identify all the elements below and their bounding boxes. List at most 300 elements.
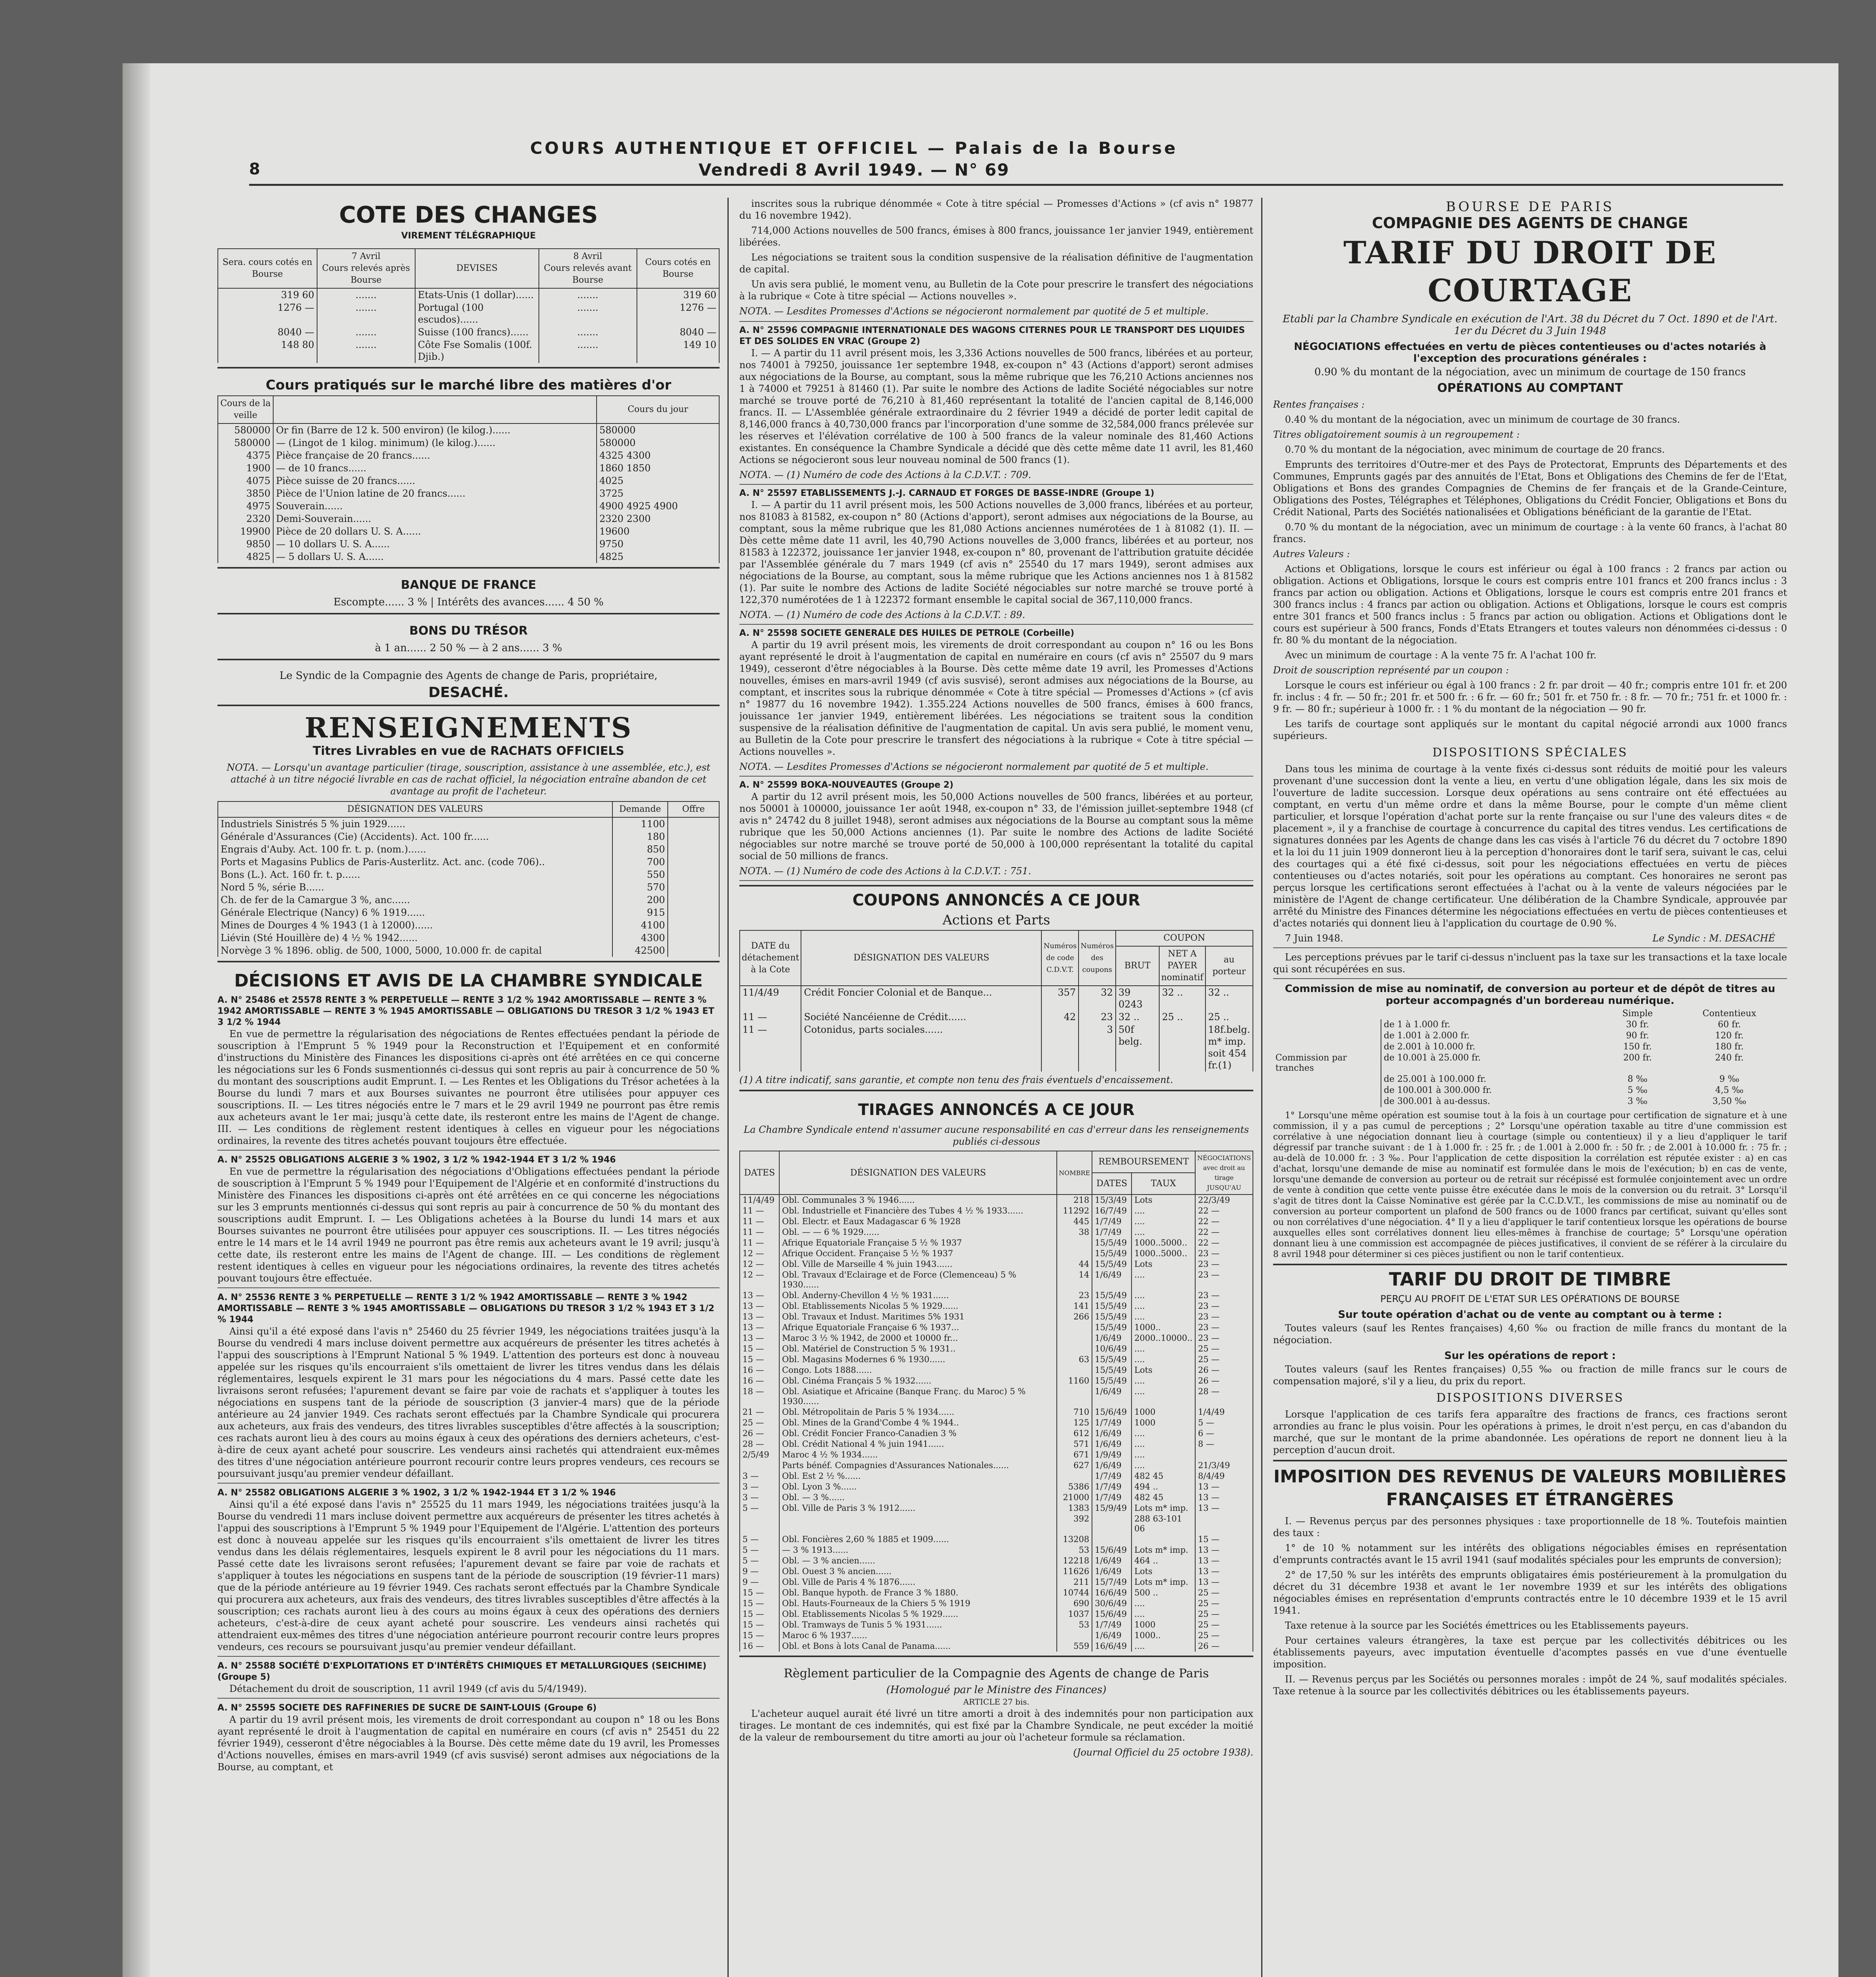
tirages-cell: 16/7/49 — [1092, 1206, 1132, 1216]
table-row — [218, 437, 719, 449]
tirages-cell: 28 — — [740, 1439, 779, 1450]
commission-contentieux: 4,5 ‰ — [1715, 1085, 1744, 1095]
changes-cell: ....... — [317, 326, 415, 338]
timbre-h2: Sur les opérations de report : — [1444, 1350, 1616, 1362]
commission-head: Commission de mise au nominatif, de conversion au porteur et de dépôt de titres au porteur accompagnés d'un bordereau numérique. — [1285, 983, 1776, 1007]
rens-cell: Générale d'Assurances (Cie) (Accidents). Act. 100 fr...... — [218, 830, 612, 843]
tirages-cell — [1132, 1534, 1195, 1545]
rens-cell — [668, 919, 719, 932]
rens-cell: Nord 5 %, série B...... — [218, 881, 612, 894]
rens-cell: Ch. de fer de la Camargue 3 %, anc...... — [218, 894, 612, 906]
rens-cell: Ports et Magasins Publics de Paris-Austerlitz. Act. anc. (code 706).. — [218, 856, 612, 868]
changes-cell: ....... — [539, 326, 637, 338]
tirages-cell: 15/5/49 — [1092, 1290, 1132, 1301]
tirages-cell: 22 — — [1195, 1227, 1253, 1238]
table-row — [740, 1023, 1253, 1072]
coupons-cell: 23 — [1079, 1011, 1116, 1023]
bourse-de-paris: BOURSE DE PARIS — [1445, 199, 1615, 215]
tirages-cell: 8/4/49 — [1195, 1471, 1253, 1482]
timbre-t2: Toutes valeurs (sauf les Rentes françaises) 0,55 ‰ ou fraction de mille francs sur le cours de compensation majoré, s'il y a lieu, du prix du report. — [1273, 1364, 1787, 1387]
tirages-cell: Lots — [1132, 1365, 1195, 1376]
tirages-cell: Maroc 4 ½ % 1934...... — [779, 1450, 1057, 1460]
comptant-paragraph: Lorsque le cours est inférieur ou égal à 100 francs : 2 fr. par droit — 40 fr.; compris entre 101 fr. et 200 fr. inclus : 4 fr. — 50 fr.; 201 fr. et 500 fr. : 6 fr. — 60 fr.; 501 fr. et 750 fr. : 8 fr. — 70 fr.; 751 fr. et 1000 fr. : 9 fr. — 80 fr.; supérieur à 1000 fr. : 1 % du montant de la négociation — 90 fr. — [1273, 680, 1787, 714]
rens-cell: 4300 — [612, 932, 668, 944]
notice-rule — [739, 484, 1253, 485]
decision-text: En vue de permettre la régularisation des négociations de Rentes effectuées pendant la période de souscription à l'Emprunt 5 % 1949 pour la Reconstruction et l'Equipement et en conformité d'instructions du Ministère des Finances les dispositions ci-après ont été arrêtées en ce qui concerne les négociations sur les 6 Fonds susmentionnés ci-dessus qui sont repris au pair à concurrence de 50 % du montant des souscriptions audit Emprunt. I. — Les Rentes et les Obligations du Trésor achetées à la Bourse du lundi 7 mars et aux Bourses suivantes ne pourront être utilisées pour appuyer ces souscriptions. II. — Les titres négociés entre le 7 mars et le 29 avril 1949 ne pourront pas être remis aux acheteurs avant le 1er mai; jusqu'à cette date, ils resteront entre les mains de l'Agent de change. III. — Les conditions de règlement restent identiques à celles en vigueur pour les négociations ordinaires, la revente des titres achetés pouvant toujours être effectuée. — [217, 1028, 720, 1146]
page-number: 8 — [249, 160, 260, 178]
tirages-cell: Obl. Ouest 3 % ancien...... — [779, 1566, 1057, 1577]
table-row — [740, 1577, 1253, 1588]
tirages-cell: Obl. Ville de Paris 4 % 1876...... — [779, 1577, 1057, 1588]
column-3 — [1273, 198, 1787, 1977]
changes-head-prev: Sera. cours cotés en Bourse — [218, 249, 317, 288]
newspaper-page — [123, 63, 1838, 1977]
coupons-cell: Société Nancéienne de Crédit...... — [801, 1011, 1041, 1023]
comptant-paragraph: Droit de souscription représenté par un coupon : — [1273, 665, 1509, 676]
tirages-cell: 3 — — [740, 1482, 779, 1492]
notice-text: I. — A partir du 11 avril présent mois, les 500 Actions nouvelles de 3,000 francs, libérées et au porteur, nos 81083 à 81582, ex-coupon n° 80 (Actions d'apport), seront admises aux négociations de la Bourse, au comptant, sous la même rubrique que les 81,080 Actions anciennes numérotées de 1 à 81082 (1). II. — Dès cette même date 11 avril, les 40,790 Actions nouvelles de 3,000 francs, libérées et au porteur, nos 81583 à 122372, jouissance 1er janvier 1948, ex-coupon n° 80, provenant de l'attribution gratuite décidée par l'Assemblée générale du 7 mars 1949 (cf avis n° 25540 du 17 mars 1949), seront admises aux négociations de la Bourse, au comptant, sous la même rubrique que les Actions anciennes nos 1 à 81582 (1). Par suite le nombre des Actions de ladite Société négociables sur notre marché se trouve porté à 122,370 numérotées de 1 à 122372 formant ensemble le capital social de 367,110,000 francs. — [739, 499, 1253, 605]
table-row — [740, 986, 1253, 1011]
table-row — [218, 326, 719, 338]
masthead-line2: Vendredi 8 Avril 1949. — N° 69 — [698, 160, 1010, 180]
tarif-courtage-sub: Etabli par la Chambre Syndicale en exécution de l'Art. 38 du Décret du 7 Oct. 1890 et de l'Art. 1er du Décret du 3 Juin 1948 — [1283, 313, 1778, 337]
coupons-head-port: au porteur — [1205, 946, 1253, 986]
tirages-cell: 482 45 — [1132, 1471, 1195, 1482]
tirages-cell: 1/6/49 — [1092, 1386, 1132, 1407]
table-row — [740, 1428, 1253, 1439]
tirages-cell: 15/6/49 — [1092, 1407, 1132, 1418]
tirages-cell: 10744 — [1057, 1588, 1092, 1598]
tirages-cell: 571 — [1057, 1439, 1092, 1450]
tirages-cell — [1092, 1534, 1132, 1545]
coupons-cell: 42 — [1041, 1011, 1079, 1023]
tirages-cell: 612 — [1057, 1428, 1092, 1439]
table-row — [1273, 1053, 1787, 1074]
tirages-cell: 1000..5000.. — [1132, 1248, 1195, 1259]
commission-range: de 25.001 à 100.000 fr. — [1381, 1074, 1603, 1085]
tirages-cell: 125 — [1057, 1418, 1092, 1428]
tirages-cell: 25 — — [1195, 1598, 1253, 1609]
table-row — [218, 474, 719, 487]
table-row — [740, 1482, 1253, 1492]
tirages-cell: 13 — — [1195, 1566, 1253, 1577]
or-head-name — [273, 396, 597, 423]
coupons-head-coupon: COUPON — [1116, 930, 1253, 946]
top-paragraph: Un avis sera publié, le moment venu, au Bulletin de la Cote pour prescrire le transfert des négociations à la rubrique « Cote à titre spécial — Actions nouvelles ». — [739, 279, 1253, 302]
table-row — [740, 1216, 1253, 1227]
table-row — [740, 1609, 1253, 1620]
tirages-cell: .... — [1132, 1460, 1195, 1471]
table-row — [740, 1534, 1253, 1545]
tirages-cell: 11 — — [740, 1216, 779, 1227]
table-row — [740, 1354, 1253, 1365]
reglement-article: ARTICLE 27 bis. — [963, 1697, 1030, 1707]
tirages-cell: 23 — — [1195, 1290, 1253, 1301]
comptant-paragraph: Rentes françaises : — [1273, 399, 1365, 410]
tirages-cell: Obl. Travaux d'Eclairage et de Force (Clemenceau) 5 % 1930...... — [779, 1270, 1057, 1290]
tirages-cell — [740, 1460, 779, 1471]
tirages-cell: .... — [1132, 1290, 1195, 1301]
decision-rule — [217, 1698, 720, 1699]
tirages-cell: 22 — — [1195, 1206, 1253, 1216]
table-row — [740, 1630, 1253, 1641]
rens-cell — [668, 881, 719, 894]
table-row — [1273, 1030, 1787, 1041]
tirages-cell: 15/5/49 — [1092, 1322, 1132, 1333]
commission-simple: 150 fr. — [1623, 1042, 1652, 1052]
tirages-cell — [1057, 1344, 1092, 1354]
commission-contentieux: 3,50 ‰ — [1712, 1096, 1746, 1106]
tirages-cell: 15/5/49 — [1092, 1376, 1132, 1386]
tirages-cell: 13 — — [740, 1312, 779, 1322]
decision-rule — [217, 1483, 720, 1484]
coupons-head-des: DÉSIGNATION DES VALEURS — [801, 930, 1041, 986]
coupons-cell: 18f.belg. m* imp. soit 454 fr.(1) — [1205, 1023, 1253, 1072]
rens-cell — [668, 843, 719, 856]
tirages-cell: 13 — — [740, 1290, 779, 1301]
tirages-cell: 1000 — [1132, 1407, 1195, 1418]
tirages-cell: 1/7/49 — [1092, 1216, 1132, 1227]
tirages-cell: .... — [1132, 1450, 1195, 1460]
timbre-t1: Toutes valeurs (sauf les Rentes françaises) 4,60 ‰ ou fraction de mille francs du montant de la négociation. — [1273, 1323, 1787, 1346]
changes-cell: ....... — [317, 338, 415, 363]
tirages-table — [739, 1151, 1253, 1652]
tirages-cell: Obl. Communales 3 % 1946...... — [779, 1195, 1057, 1206]
changes-cell: 148 80 — [218, 338, 317, 363]
column-rule-1 — [727, 198, 729, 1977]
commission-range: de 1.001 à 2.000 fr. — [1381, 1030, 1603, 1041]
table-row — [740, 1514, 1253, 1534]
tirages-cell: 13 — — [740, 1301, 779, 1312]
notice-text: I. — A partir du 11 avril présent mois, les 3,336 Actions nouvelles de 500 francs, libérées et au porteur, nos 74001 à 79250, jouissance 1er septembre 1948, ex-coupon n° 43 (Actions d'apport) seront admises aux négociations de la Bourse, au comptant, sous la même rubrique que les 76,210 Actions anciennes nos 1 à 74000 et 79251 à 81460 (1). Par suite le nombre des Actions de ladite Société négociables sur notre marché se trouve porté de 76,210 à 81,460 représentant la totalité de l'ancien capital de 8,146,000 francs. II. — L'Assemblée générale extraordinaire du 2 février 1949 a décidé de porter ledit capital de 8,146,000 francs à 40,730,000 francs par l'incorporation d'une somme de 32,584,000 francs prélevée sur les réserves et l'élévation corrélative de 100 à 500 francs de la valeur nominale des 81,460 Actions existantes. En conséquence la Chambre Syndicale a décidé que dès cette même date 11 avril, les 81,460 Actions se négocieront sous leur nouveau nominal de 500 francs (1). — [739, 348, 1253, 465]
tirages-cell: Lots m* imp. — [1132, 1577, 1195, 1588]
tirages-cell: Afrique Occident. Française 5 ½ % 1937 — [779, 1248, 1057, 1259]
imposition-paragraph: Taxe retenue à la source par les Sociétés émettrices ou les Etablissements payeurs. — [1285, 1620, 1689, 1631]
decision-text: Ainsi qu'il a été exposé dans l'avis n° 25525 du 11 mars 1949, les négociations traitées jusqu'à la Bourse du vendredi 11 mars incluse doivent permettre aux acquéreurs de présenter les titres achetés à l'appui des souscriptions à l'Emprunt 5 % 1949 pour l'Equipement de l'Algérie. L'attention des porteurs est donc à nouveau appelée sur les risques qu'ils encourraient s'ils omettaient de livrer les titres vendus dans les délais réglementaires, lesquels expirent le 8 avril pour les négociations du 11 mars. Passé cette date les livraisons seront refusées; l'apurement devant se faire par voie de rachats et s'appliquer à toutes les négociations en suspens tant de la période de souscription (19 février-11 mars) que de la période antérieure au 19 février 1949. Ces rachats seront effectués par la Chambre Syndicale qui procurera aux acheteurs, aux frais des vendeurs, des titres livrables susceptibles d'être affectés à la souscription; ces rachats auront lieu à des cours au moins égaux à ceux des opérations des derniers acheteurs, c'est-à-dire de ceux ayant acheté pour souscrire. Les vendeurs ainsi rachetés qui attendraient eux-mêmes des titres d'une négociation antérieure pourront recourir contre leurs propres vendeurs, ces recours se poursuivant jusqu'au premier vendeur défaillant. — [217, 1499, 720, 1652]
tirages-cell: 1/6/49 — [1092, 1428, 1132, 1439]
changes-cell: Portugal (100 escudos)...... — [415, 301, 539, 326]
tirages-cell: Obl. Mines de la Grand'Combe 4 % 1944.. — [779, 1418, 1057, 1428]
or-cell: 1860 1850 — [597, 462, 719, 474]
tirages-cell: Obl. Ville de Marseille 4 % juin 1943...... — [779, 1259, 1057, 1270]
tirages-cell: 38 — [1057, 1227, 1092, 1238]
tirages-cell: 494 .. — [1132, 1482, 1195, 1492]
tirages-cell: 28 — — [1195, 1386, 1253, 1407]
tirages-cell: 5 — — [740, 1503, 779, 1514]
or-cell: 9850 — [218, 538, 273, 550]
changes-cell: ....... — [317, 301, 415, 326]
or-cell: 2320 — [218, 512, 273, 525]
tirages-cell — [1057, 1365, 1092, 1376]
coupons-note: (1) A titre indicatif, sans garantie, et compte non tenu des frais éventuels d'encaissement. — [739, 1074, 1173, 1085]
table-row — [218, 423, 719, 437]
reglement — [739, 1666, 1253, 1758]
tirages-cell: 288 63-101 06 — [1132, 1514, 1195, 1534]
bons-du-tresor — [217, 623, 720, 660]
tirages-cell: 15/5/49 — [1092, 1365, 1132, 1376]
or-cell: 4075 — [218, 474, 273, 487]
tirages-cell: 10/6/49 — [1092, 1344, 1132, 1354]
tirages-cell — [1057, 1471, 1092, 1482]
changes-cell: ....... — [317, 288, 415, 301]
tirages-cell: 13 — — [1195, 1482, 1253, 1492]
tirages-cell: 1/6/49 — [1092, 1460, 1132, 1471]
tirages-cell: Obl. Banque hypoth. de France 3 % 1880. — [779, 1588, 1057, 1598]
tirages-cell: Afrique Equatoriale Française 6 % 1937... — [779, 1322, 1057, 1333]
or-cell: 580000 — [597, 437, 719, 449]
commission-label — [1273, 1085, 1381, 1096]
column-1 — [217, 198, 720, 1977]
imposition-paragraph: Pour certaines valeurs étrangères, la taxe est perçue par les collectivités débitrices ou les établissements payeurs, avec imputation éventuelle d'acomptes passés en vue d'une éventuelle imposition. — [1273, 1635, 1787, 1670]
coupons-head-code: Numéros de code C.D.V.T. — [1041, 930, 1079, 986]
notice-text: A partir du 19 avril présent mois, les virements de droit correspondant au coupon n° 16 ou les Bons ayant représenté le droit à l'augmentation de capital en numéraire en cours (cf avis n° 25507 du 9 mars 1949), cesseront d'être négociables à la Bourse. Dès cette même date 19 avril, les Promesses d'Actions nouvelles, émises en mars-avril 1949 (cf avis susvisé), seront admises aux négociations de la Bourse, au comptant, et inscrites sous la rubrique dénommée « Cote à titre spécial — Promesses d'Actions » (cf avis n° 19877 du 16 novembre 1942). 1.355.224 Actions nouvelles de 500 francs, émises à 600 francs, jouissance 1er janvier 1949, entièrement libérées. Les négociations se traitent sous la condition suspensive de la réalisation définitive de l'augmentation de capital. Un avis sera publié, le moment venu, au Bulletin de la Cote pour prescrire le transfert des négociations à la rubrique « Cote à titre spécial — Actions nouvelles ». — [739, 639, 1253, 757]
changes-subtitle: VIREMENT TÉLÉGRAPHIQUE — [401, 231, 536, 241]
tirages-cell: 25 — — [1195, 1354, 1253, 1365]
tirages-cell: 44 — [1057, 1259, 1092, 1270]
tirages-cell: .... — [1132, 1206, 1195, 1216]
tirages-cell: 23 — — [1195, 1301, 1253, 1312]
comptant-paragraph: 0.70 % du montant de la négociation, avec minimum de courtage de 20 francs. — [1285, 444, 1665, 455]
tirages-cell: 1/7/49 — [1092, 1492, 1132, 1503]
tirages-cell: 13 — — [1195, 1545, 1253, 1556]
tirages-cell: .... — [1132, 1641, 1195, 1652]
timbre-title: TARIF DU DROIT DE TIMBRE — [1389, 1268, 1671, 1290]
rens-cell: Bons (L.). Act. 160 fr. t. p...... — [218, 868, 612, 881]
coupons-head-num: Numéros des coupons — [1079, 930, 1116, 986]
table-row — [740, 1598, 1253, 1609]
commission-contentieux: 240 fr. — [1715, 1053, 1744, 1063]
banque-line: Escompte...... 3 % | Intérêts des avances...... 4 50 % — [333, 596, 604, 608]
rens-cell — [668, 944, 719, 957]
commission-range: de 100.001 à 300.000 fr. — [1381, 1085, 1603, 1096]
tirages-cell — [1057, 1248, 1092, 1259]
tirages-cell: 445 — [1057, 1216, 1092, 1227]
tirages-cell: 25 — — [1195, 1630, 1253, 1641]
tirages-cell: 12 — — [740, 1248, 779, 1259]
table-row — [218, 462, 719, 474]
tirages-cell: 23 — — [1195, 1312, 1253, 1322]
or-cell: 3725 — [597, 487, 719, 500]
or-cell: 4900 4925 4900 — [597, 500, 719, 512]
tirages-cell: 2/5/49 — [740, 1450, 779, 1460]
tirages-cell: 1000.. — [1132, 1322, 1195, 1333]
tirages-cell: 23 — — [1195, 1333, 1253, 1344]
tirages-cell: .... — [1132, 1344, 1195, 1354]
tirages-cell: .... — [1132, 1301, 1195, 1312]
rens-cell: 180 — [612, 830, 668, 843]
table-row — [218, 830, 719, 843]
column-rule-2 — [1261, 198, 1262, 1977]
comptant-paragraph: Titres obligatoirement soumis à un regroupement : — [1273, 429, 1520, 440]
tirages-cell: Obl. et Bons à lots Canal de Panama...... — [779, 1641, 1057, 1652]
table-row — [740, 1641, 1253, 1652]
tirages-cell: .... — [1132, 1312, 1195, 1322]
neg-text: 0.90 % du montant de la négociation, avec un minimum de courtage de 150 francs — [1314, 366, 1746, 378]
tirages-cell: 559 — [1057, 1641, 1092, 1652]
tirages-cell: 22/3/49 — [1195, 1195, 1253, 1206]
tirages-cell: Obl. Tramways de Tunis 5 % 1931...... — [779, 1620, 1057, 1630]
commission-simple: 3 ‰ — [1627, 1096, 1648, 1106]
or-cell: — 10 dollars U. S. A...... — [273, 538, 597, 550]
coupons-cell — [1041, 1023, 1079, 1072]
tirages-cell: Obl. — 3 %...... — [779, 1492, 1057, 1503]
tirages-cell: 15/7/49 — [1092, 1577, 1132, 1588]
tirages-cell: 12 — — [740, 1270, 779, 1290]
or-cell: 3850 — [218, 487, 273, 500]
tirages-cell: Lots m* imp. — [1132, 1503, 1195, 1514]
rens-cell: Norvège 3 % 1896. oblig. de 500, 1000, 5000, 10.000 fr. de capital — [218, 944, 612, 957]
neg-head: NÉGOCIATIONS effectuées en vertu de pièces contentieuses ou d'actes notariés à l'exception des procurations générales : — [1294, 341, 1766, 365]
tirages-cell: 16 — — [740, 1641, 779, 1652]
table-row — [740, 1238, 1253, 1248]
table-row — [218, 525, 719, 538]
tirages-annonces — [739, 1100, 1253, 1657]
changes-cell: 8040 — — [218, 326, 317, 338]
rens-cell: Mines de Dourges 4 % 1943 (1 à 12000)...... — [218, 919, 612, 932]
coupons-annonces — [739, 890, 1253, 1091]
commission-text: 1° Lorsqu'une même opération est soumise tout à la fois à un courtage pour certification de signature et à une commission, il y a pas cumul de perceptions ; 2° Lorsqu'une opération taxable au titre d'une commission est corrélative à une négociation donnant lieu à courtage (simple ou contentieux) il y a lieu d'appliquer le tarif dégressif par tranche suivant : de 1 à 1.000 fr. : 25 fr. ; de 1.001 à 2.000 fr. : 50 fr. ; de 2.001 à 10.000 fr. : 75 fr. ; au-delà de 10.000 fr. : 3 ‰. Pour l'application de cette disposition la corrélation est réputée exister : a) en cas d'achat, lorsqu'une demande de mise au nominatif est formulée dans le mois de l'exécution; b) en cas de vente, lorsqu'une demande de conversion au porteur ou de retrait sur récépissé est formulée conjointement avec un ordre de vente à condition que cette vente puisse être exécutée dans le mois de la conversion ou du retrait. 3° Lorsqu'il s'agit de titres dont la Caisse Nominative est gérée par la C.C.D.V.T., les commissions de mise au nominatif ou de conversion au porteur comportent un plafond de 500 francs ou de 1000 francs par certificat, suivant qu'elles sont ou non corrélatives d'une négociation. 4° Il y a lieu d'appliquer le tarif contentieux lorsque les opérations de bourse auxquelles elles sont corrélatives donnent lieu elles-mêmes à franchise de courtage; 5° Lorsqu'une opération donnant lieu à une commission est accompagnée de pièces justificatives, il convient de se référer à la circulaire du 8 avril 1948 pour déterminer si ces pièces justifient ou non le tarif contentieux. — [1273, 1111, 1787, 1259]
or-table — [217, 395, 720, 563]
tirages-cell: Obl. Crédit Foncier Franco-Canadien 3 % — [779, 1428, 1057, 1439]
coupons-cell: 11/4/49 — [740, 986, 801, 1011]
table-row — [218, 944, 719, 957]
tirages-cell: 13208 — [1057, 1534, 1092, 1545]
date-sign: 7 Juin 1948. — [1285, 933, 1343, 944]
comptant-paragraph: 0.40 % du montant de la négociation, avec un minimum de courtage de 30 francs. — [1285, 414, 1680, 425]
renseignements-nota: NOTA. — Lorsqu'un avantage particulier (tirage, souscription, assistance à une assemblée, etc.), est attaché à un titre négocié livrable en cas de rachat officiel, la négociation entraîne abandon de cet avantage au profit de l'acheteur. — [227, 762, 710, 797]
decisions-title: DÉCISIONS ET AVIS DE LA CHAMBRE SYNDICALE — [234, 971, 703, 991]
tirages-cell: 3 — — [740, 1492, 779, 1503]
tirages-cell: 1/6/49 — [1092, 1556, 1132, 1566]
tirages-cell: 9 — — [740, 1577, 779, 1588]
tirages-cell: 30/6/49 — [1092, 1598, 1132, 1609]
comptant-paragraph: 0.70 % du montant de la négociation, avec un minimum de courtage : à la vente 60 francs, à l'achat 80 francs. — [1273, 522, 1787, 544]
tirages-head-taux: TAUX — [1132, 1173, 1195, 1195]
table-row — [740, 1588, 1253, 1598]
changes-cell: 319 60 — [637, 288, 719, 301]
perception-note: Les perceptions prévues par le tarif ci-dessus n'incluent pas la taxe sur les transactions et la taxe locale qui sont récupérées en sus. — [1273, 952, 1787, 975]
table-row — [740, 1386, 1253, 1407]
notice-head: A. N° 25599 BOKA-NOUVEAUTES (Groupe 2) — [739, 780, 954, 790]
or-cell: Pièce de l'Union latine de 20 francs...... — [273, 487, 597, 500]
tirages-cell: 14 — [1057, 1270, 1092, 1290]
changes-cell: 319 60 — [218, 288, 317, 301]
tirages-cell: 690 — [1057, 1598, 1092, 1609]
commission-simple: 5 ‰ — [1627, 1085, 1648, 1095]
coupons-cell: 25 .. — [1205, 1011, 1253, 1023]
imposition-paragraph: 1° de 10 % notamment sur les intérêts des obligations négociables émises en représentation d'emprunts contractés avant le 15 avril 1941 (sauf modalités spéciales pour les emprunts de conversion); — [1273, 1542, 1787, 1565]
tirages-cell: 1/4/49 — [1195, 1407, 1253, 1418]
masthead-line1: COURS AUTHENTIQUE ET OFFICIEL — Palais de la Bourse — [530, 138, 1178, 158]
rens-cell: 700 — [612, 856, 668, 868]
table-row — [740, 1503, 1253, 1514]
renseignements-subtitle: Titres Livrables en vue de RACHATS OFFICIELS — [313, 744, 624, 758]
syndic-name: DESACHÉ. — [428, 684, 509, 701]
table-row — [740, 1620, 1253, 1630]
table-row — [218, 301, 719, 326]
tirages-cell — [740, 1514, 779, 1534]
or-cell: 4325 4300 — [597, 449, 719, 462]
rens-cell — [668, 906, 719, 919]
table-row — [740, 1492, 1253, 1503]
tirages-cell: 16 — — [740, 1365, 779, 1376]
table-row — [218, 868, 719, 881]
rens-head-off: Offre — [668, 801, 719, 817]
tirages-cell: 25 — — [1195, 1344, 1253, 1354]
tirages-cell: 5 — — [740, 1556, 779, 1566]
table-row — [740, 1206, 1253, 1216]
tirages-cell: 21000 — [1057, 1492, 1092, 1503]
notice-nota: NOTA. — (1) Numéro de code des Actions à la C.D.V.T. : 89. — [739, 609, 1026, 620]
decision-head: A. N° 25525 OBLIGATIONS ALGERIE 3 % 1902, 3 1/2 % 1942-1944 ET 3 1/2 % 1946 — [217, 1155, 616, 1165]
tirages-cell: 6 — — [1195, 1428, 1253, 1439]
top-paragraph: inscrites sous la rubrique dénommée « Cote à titre spécial — Promesses d'Actions » (cf avis n° 19877 du 16 novembre 1942). — [739, 198, 1253, 221]
tirages-cell: 13 — — [1195, 1556, 1253, 1566]
changes-cell: ....... — [539, 288, 637, 301]
tirages-cell: 1/6/49 — [1092, 1333, 1132, 1344]
tirages-cell — [1195, 1450, 1253, 1460]
tirages-cell: 3 — — [740, 1471, 779, 1482]
rens-cell — [668, 856, 719, 868]
table-row — [740, 1450, 1253, 1460]
tirages-cell — [779, 1514, 1057, 1534]
tirages-cell: 15 — — [740, 1630, 779, 1641]
masthead-rule — [249, 184, 1783, 186]
timbre-h1: Sur toute opération d'achat ou de vente au comptant ou à terme : — [1338, 1309, 1722, 1321]
commission-label: Commission par tranches — [1275, 1053, 1347, 1073]
or-cell: Pièce suisse de 20 francs...... — [273, 474, 597, 487]
tirages-subtitle: La Chambre Syndicale entend n'assumer aucune responsabilité en cas d'erreur dans les renseignements publiés ci-dessous — [744, 1124, 1249, 1147]
table-row — [1273, 1085, 1787, 1096]
changes-head-rel1: 7 Avril Cours relevés après Bourse — [317, 249, 415, 288]
tirages-cell: 13 — — [1195, 1492, 1253, 1503]
comptant-paragraph: Les tarifs de courtage sont appliqués sur le montant du capital négocié arrondi aux 1000 francs supérieurs. — [1273, 718, 1787, 741]
tirages-cell — [1092, 1514, 1132, 1534]
tirages-cell: 13 — — [740, 1322, 779, 1333]
tirages-cell: 627 — [1057, 1460, 1092, 1471]
table-row — [740, 1376, 1253, 1386]
table-row — [218, 550, 719, 563]
or-cell: 4825 — [218, 550, 273, 563]
commission-range: de 10.001 à 25.000 fr. — [1381, 1053, 1603, 1074]
or-head-jour: Cours du jour — [597, 396, 719, 423]
commission-label — [1273, 1019, 1381, 1030]
coupons-cell: 32 .. — [1159, 986, 1205, 1011]
or-cell: 580000 — [218, 423, 273, 437]
coupons-head-date: DATE du détachement à la Cote — [740, 930, 801, 986]
tirages-cell: 15/5/49 — [1092, 1312, 1132, 1322]
table-row — [740, 1566, 1253, 1577]
tirages-cell: 5 — — [1195, 1418, 1253, 1428]
notice-rule — [739, 624, 1253, 625]
commission-simple: 30 fr. — [1626, 1020, 1649, 1030]
or-cell: Pièce de 20 dollars U. S. A...... — [273, 525, 597, 538]
decision-text: Ainsi qu'il a été exposé dans l'avis n° 25460 du 25 février 1949, les négociations traitées jusqu'à la Bourse du vendredi 4 mars incluse doivent permettre aux acquéreurs de présenter les titres achetés à l'appui des souscriptions à l'Emprunt National 5 % 1949. L'attention des porteurs est donc à nouveau appelée sur les risques qu'ils encourraient s'ils omettaient de livrer les titres vendus dans les délais réglementaires, lesquels expirent le 31 mars pour les négociations du 4 mars. Passé cette date les livraisons seront refusées; l'apurement devant se faire par voie de rachats et s'appliquer à toutes les négociations en suspens tant de la période de souscription (3 janvier-4 mars) que de la période antérieure au 24 janvier 1949. Ces rachats seront effectués par la Chambre Syndicale qui procurera aux acheteurs, aux frais des vendeurs, des titres livrables susceptibles d'être affectés à la souscription; ces rachats auront lieu à des cours au moins égaux à ceux des opérations des derniers acheteurs, c'est-à-dire de ceux ayant acheté pour souscrire. Les vendeurs ainsi rachetés qui attendraient eux-mêmes des titres d'une négociation antérieure pourront recourir contre leurs propres vendeurs, ces recours se poursuivant jusqu'au premier vendeur défaillant. — [217, 1326, 720, 1479]
tirages-cell: Obl. Cinéma Français 5 % 1932...... — [779, 1376, 1057, 1386]
rens-cell — [668, 894, 719, 906]
comptant-paragraph: Avec un minimum de courtage : A la vente 75 fr. A l'achat 100 fr. — [1285, 650, 1597, 661]
diverses-text: Lorsque l'application de ces tarifs fera apparaître des fractions de francs, ces fractions seront arrondies au franc le plus voisin. Pour les opérations à primes, le droit n'est perçu, en cas d'abandon du marché, que sur le montant de la prime abandonnée. Les opérations de report ne donnent lieu à la perception d'aucun droit. — [1273, 1409, 1787, 1455]
tirages-cell: 12218 — [1057, 1556, 1092, 1566]
table-row — [740, 1322, 1253, 1333]
changes-cell: 149 10 — [637, 338, 719, 363]
table-row — [740, 1471, 1253, 1482]
changes-cell: Côte Fse Somalis (100f. Djib.) — [415, 338, 539, 363]
tirages-cell: 15/3/49 — [1092, 1195, 1132, 1206]
decision-head: A. N° 25595 SOCIETE DES RAFFINERIES DE SUCRE DE SAINT-LOUIS (Groupe 6) — [217, 1703, 597, 1713]
rens-cell: 570 — [612, 881, 668, 894]
tirages-cell: 15/6/49 — [1092, 1609, 1132, 1620]
